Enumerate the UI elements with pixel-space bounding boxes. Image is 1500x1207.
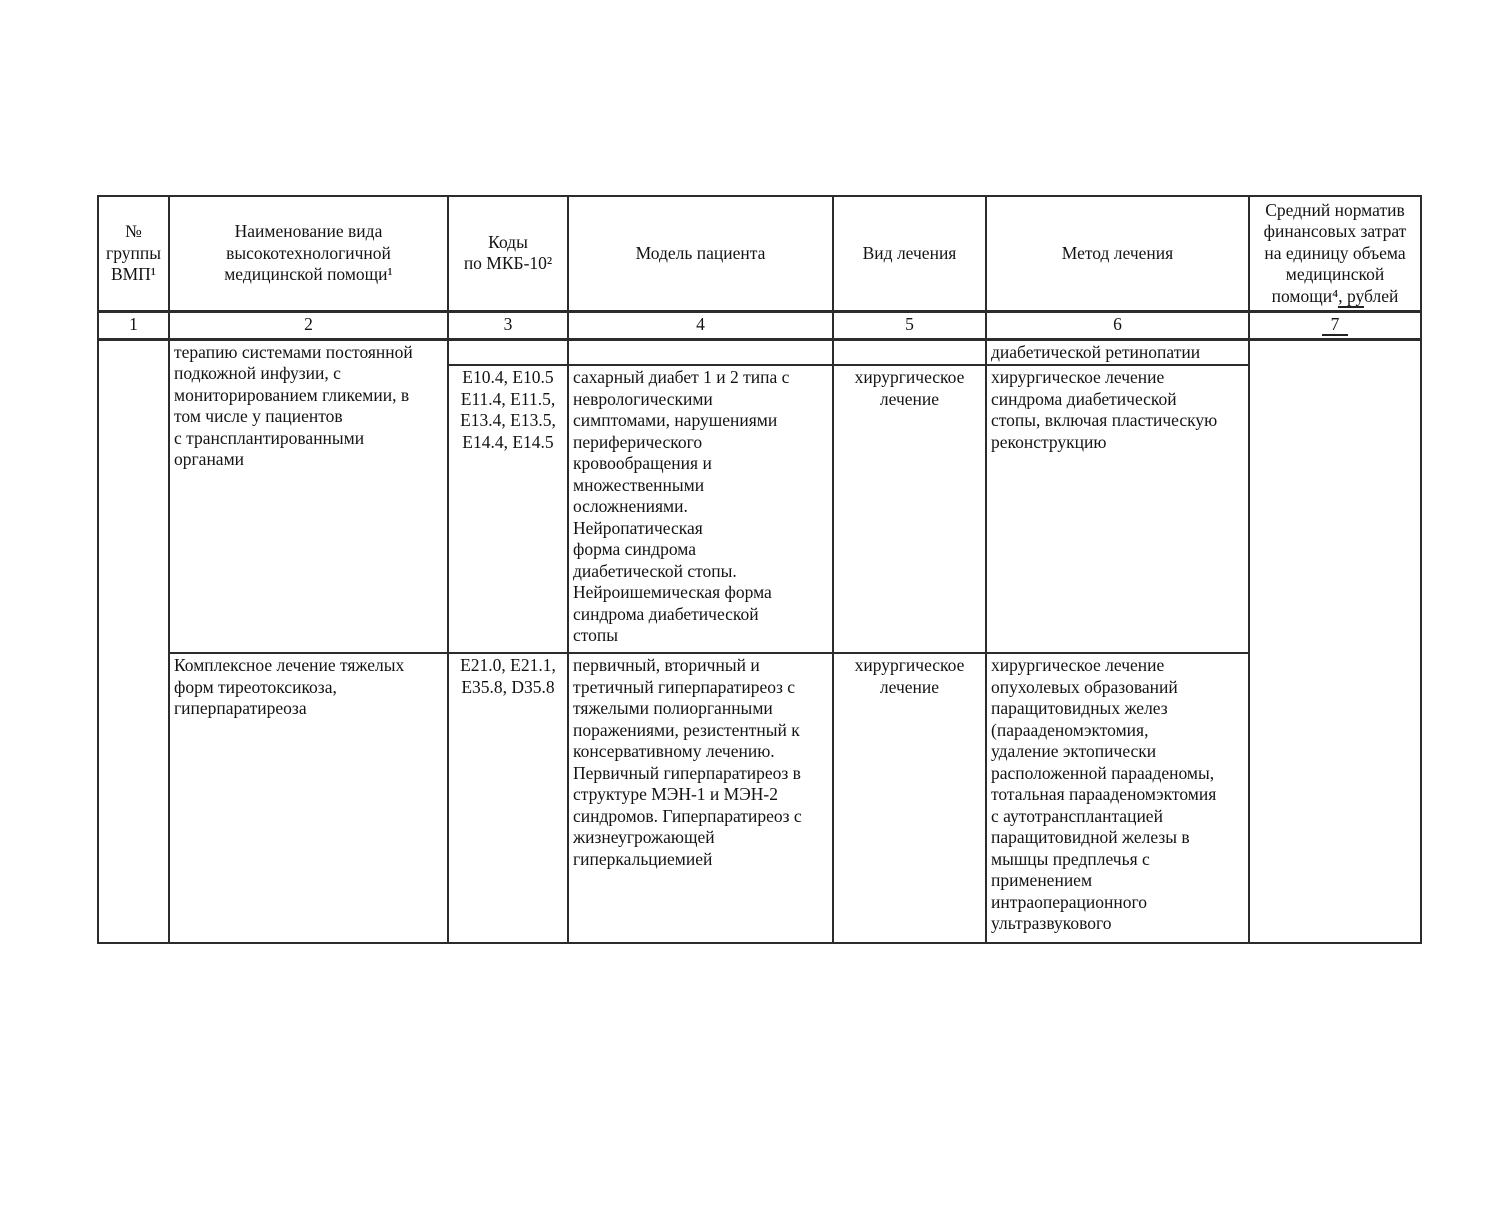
cell-cost-norm-empty <box>1249 339 1421 943</box>
cell-patient-model-row1: сахарный диабет 1 и 2 типа с неврологическими симптомами, нарушениями периферического кровообращения и множественными осложнениями. Нейропатическая форма синдрома диабетической стопы. Нейроишемическая форма синдрома диабетической стопы <box>568 365 833 653</box>
cell-treatment-method-row2: хирургическое лечение опухолевых образований паращитовидных желез (парааденомэктомия, удаление эктопически расположенной парааденомы, тотальная парааденомэктомия с аутотрансплантацией паращитовидной железы в мышцы предплечья с применением интраоперационного ультразвукового <box>986 653 1249 943</box>
column-number-7 <box>1249 311 1421 339</box>
header-cost-norm <box>1249 196 1421 311</box>
cell-treatment-type-row2: хирургическое лечение <box>833 653 986 943</box>
cell-method-carryover: диабетической ретинопатии <box>986 339 1249 365</box>
column-number-6: 6 <box>986 311 1249 339</box>
cell-patient-model-row2: первичный, вторичный и третичный гиперпаратиреоз с тяжелыми полиорганными поражениями, резистентный к консервативному лечению. Первичный гиперпаратиреоз в структуре МЭН-1 и МЭН-2 синдромов. Гиперпаратиреоз с жизнеугрожающей гиперкальциемией <box>568 653 833 943</box>
cell-treatment-type-row1: хирургическое лечение <box>833 365 986 653</box>
cell-care-name-row2: Комплексное лечение тяжелых форм тиреотоксикоза, гиперпаратиреоза <box>169 653 448 943</box>
column-number-1: 1 <box>98 311 169 339</box>
vmp-care-table <box>97 195 1422 944</box>
cell-treatment-method-row1: хирургическое лечение синдрома диабетической стопы, включая пластическую реконструкцию <box>986 365 1249 653</box>
column-numbers-row <box>98 311 1421 339</box>
cell-codes-row1: E10.4, E10.5 E11.4, E11.5, E13.4, E13.5, E14.4, E14.5 <box>448 365 568 653</box>
header-care-type-name: Наименование вида высокотехнологичной медицинской помощи¹ <box>169 196 448 311</box>
cell-treatment-type-empty-carryover <box>833 339 986 365</box>
cell-group-number-empty <box>98 339 169 943</box>
cell-model-empty-carryover <box>568 339 833 365</box>
column-number-2: 2 <box>169 311 448 339</box>
header-icd-codes: Коды по МКБ-10² <box>448 196 568 311</box>
header-cost-norm-main: Средний норматив финансовых затрат на единицу объема медицинской помощи⁴ <box>1263 199 1407 306</box>
table-row-thyrotoxicosis <box>98 653 1421 943</box>
header-patient-model: Модель пациента <box>568 196 833 311</box>
carryover-row <box>98 339 1421 365</box>
header-treatment-type: Вид лечения <box>833 196 986 311</box>
table-header-row <box>98 196 1421 311</box>
column-number-7-value: 7 <box>1322 314 1349 336</box>
column-number-3: 3 <box>448 311 568 339</box>
column-number-5: 5 <box>833 311 986 339</box>
header-treatment-method: Метод лечения <box>986 196 1249 311</box>
header-cost-norm-underline: , ру <box>1338 285 1364 306</box>
header-group-number: № группы ВМП¹ <box>98 196 169 311</box>
column-number-4: 4 <box>568 311 833 339</box>
cell-care-name-carryover: терапию системами постоянной подкожной инфузии, с мониторированием гликемии, в том числе у пациентов с трансплантированными органами <box>169 339 448 653</box>
cell-codes-empty-carryover <box>448 339 568 365</box>
cell-codes-row2: E21.0, E21.1, E35.8, D35.8 <box>448 653 568 943</box>
header-cost-norm-tail: блей <box>1364 285 1399 306</box>
